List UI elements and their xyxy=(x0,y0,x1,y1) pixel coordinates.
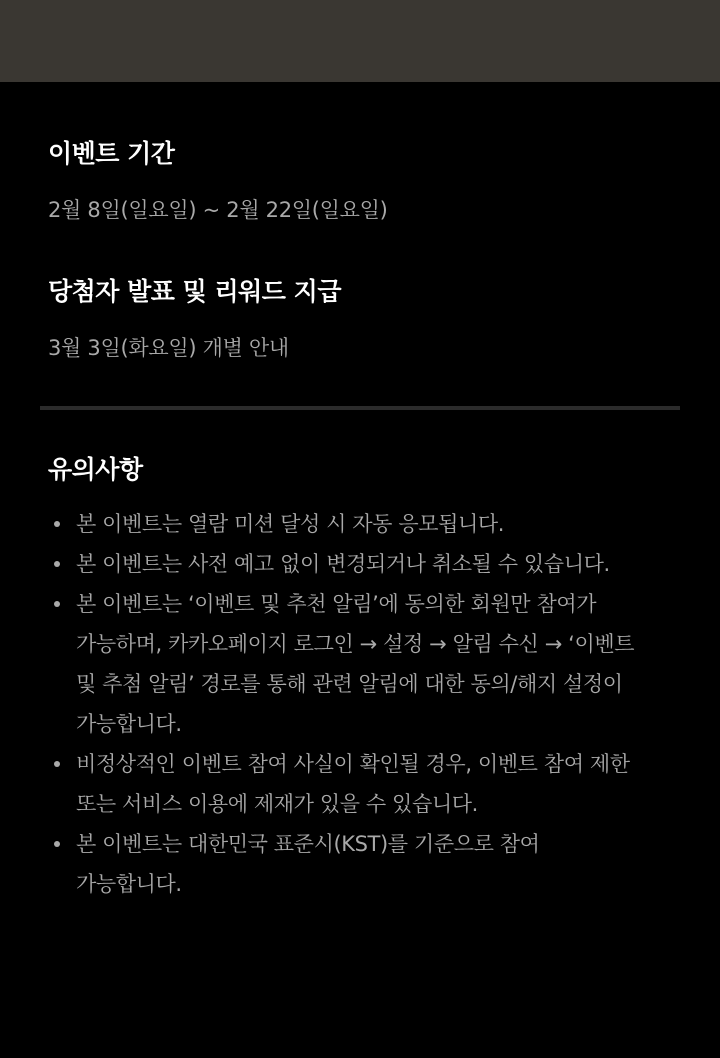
winner-announcement-text: 3월 3일(화요일) 개별 안내 xyxy=(48,336,289,360)
bullet-icon xyxy=(54,521,60,527)
notice-line: 또는 서비스 이용에 제재가 있을 수 있습니다. xyxy=(76,792,478,816)
notice-line: 가능합니다. xyxy=(76,712,182,736)
notice-line: 가능합니다. xyxy=(76,872,182,896)
notice-item xyxy=(0,824,720,904)
event-period-text: 2월 8일(일요일) ~ 2월 22일(일요일) xyxy=(48,198,388,222)
notice-line: 본 이벤트는 ‘이벤트 및 추천 알림’에 동의한 회원만 참여가 xyxy=(76,592,597,616)
notice-line: 가능하며, 카카오페이지 로그인 → 설정 → 알림 수신 → ‘이벤트 xyxy=(76,632,635,656)
notice-line: 본 이벤트는 사전 예고 없이 변경되거나 취소될 수 있습니다. xyxy=(76,552,610,576)
notice-item xyxy=(0,584,720,744)
notice-line: 비정상적인 이벤트 참여 사실이 확인될 경우, 이벤트 참여 제한 xyxy=(76,752,630,776)
notice-item xyxy=(0,544,720,584)
bullet-icon xyxy=(54,601,60,607)
notice-line: 및 추첨 알림’ 경로를 통해 관련 알림에 대한 동의/해지 설정이 xyxy=(76,672,623,696)
divider xyxy=(40,406,680,410)
notice-item xyxy=(0,744,720,824)
event-period-title: 이벤트 기간 xyxy=(48,139,175,168)
bullet-icon xyxy=(54,761,60,767)
bullet-icon xyxy=(54,841,60,847)
notice-list xyxy=(0,504,720,904)
notice-line: 본 이벤트는 열람 미션 달성 시 자동 응모됩니다. xyxy=(76,512,505,536)
notice-line: 본 이벤트는 대한민국 표준시(KST)를 기준으로 참여 xyxy=(76,832,540,856)
notices-title: 유의사항 xyxy=(48,455,143,484)
winner-announcement-title: 당첨자 발표 및 리워드 지급 xyxy=(48,277,341,306)
top-bar xyxy=(0,0,720,82)
bullet-icon xyxy=(54,561,60,567)
notice-item xyxy=(0,504,720,544)
